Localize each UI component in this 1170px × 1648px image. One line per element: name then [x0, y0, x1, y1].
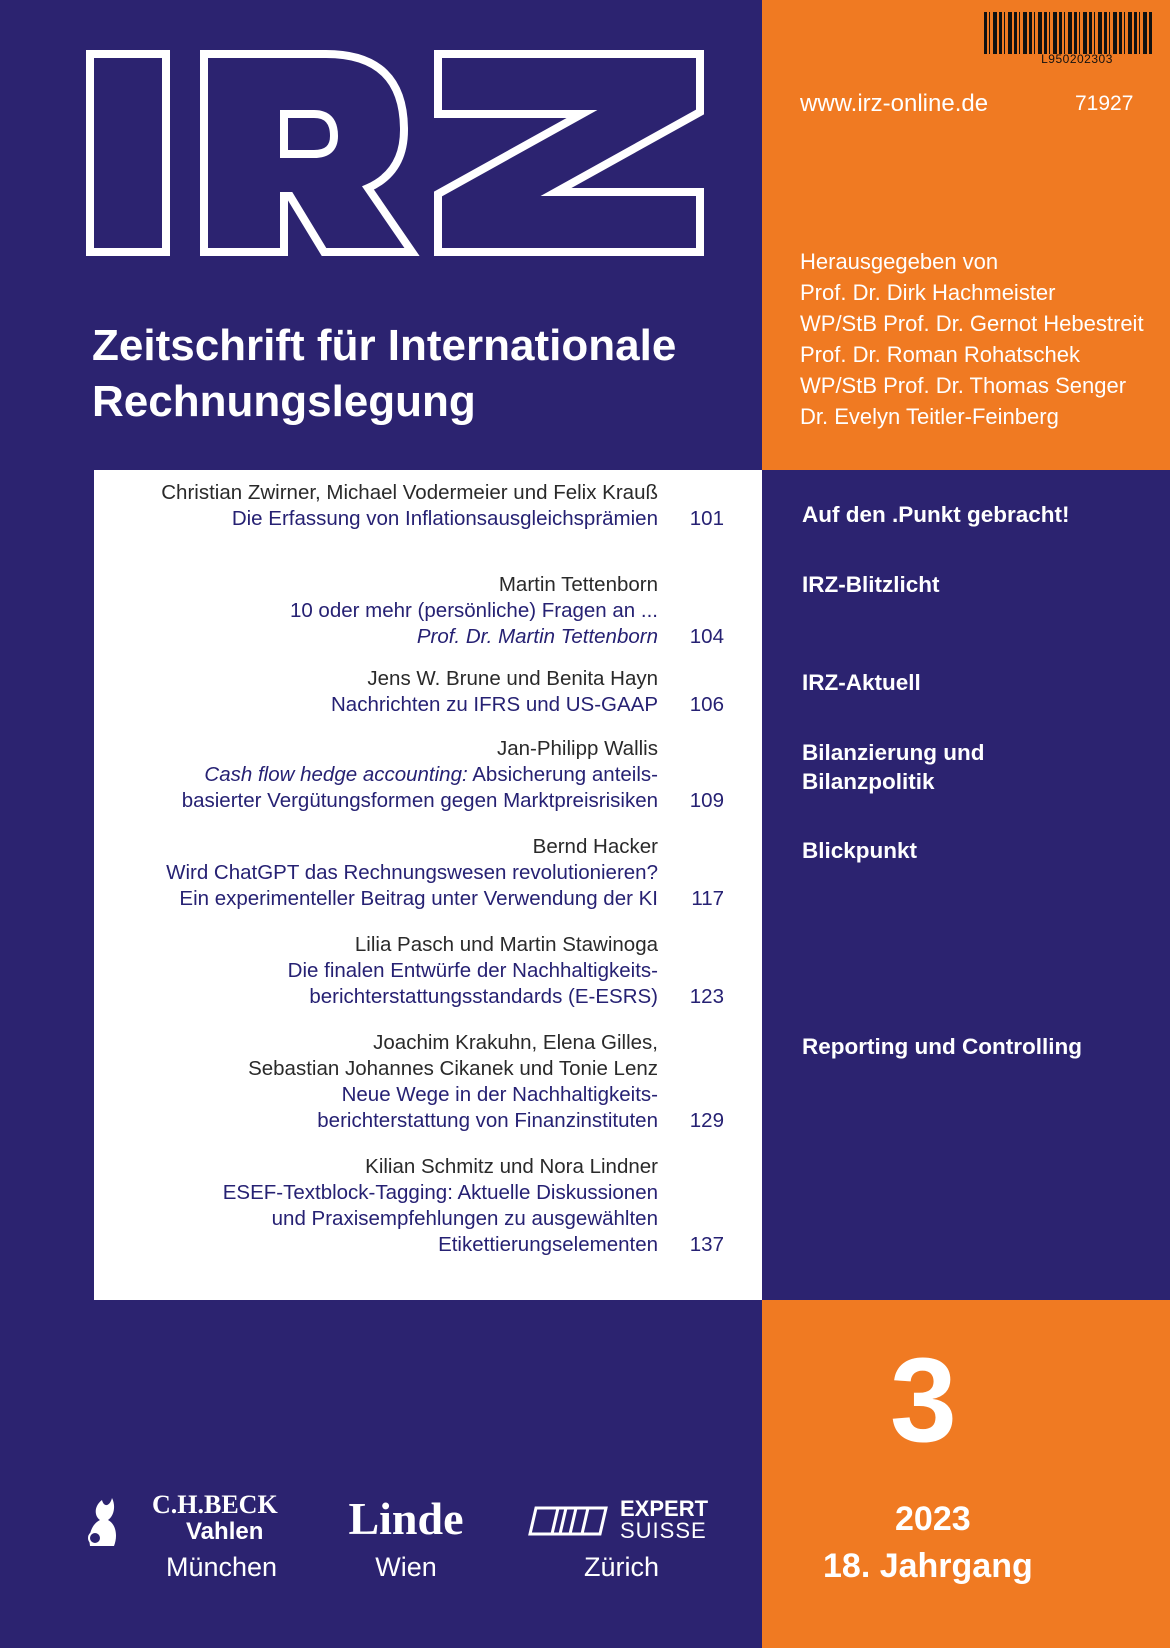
editor-name: Prof. Dr. Dirk Hachmeister	[800, 280, 1056, 305]
toc-entry[interactable]	[122, 932, 762, 1010]
toc-page: 137	[689, 1233, 724, 1256]
toc-title: Die finalen Entwürfe der Nachhaltigkeits-	[287, 959, 658, 982]
toc-author: Martin Tettenborn	[498, 573, 658, 596]
publisher-name: SUISSE	[620, 1518, 707, 1543]
toc-author: Joachim Krakuhn, Elena Gilles,	[373, 1031, 658, 1054]
toc-entry[interactable]	[122, 572, 762, 650]
toc-title: Etikettierungselementen	[438, 1233, 658, 1256]
barcode	[984, 12, 1152, 54]
toc-title	[122, 762, 762, 788]
section-heading: Bilanzierung und	[802, 740, 985, 765]
publisher-city: Zürich	[584, 1552, 660, 1582]
section-heading: IRZ-Blitzlicht	[802, 572, 940, 597]
section-heading: IRZ-Aktuell	[802, 670, 921, 695]
toc-author: Kilian Schmitz und Nora Lindner	[365, 1155, 658, 1178]
subtitle-line-1: Zeitschrift für Internationale	[92, 321, 677, 370]
section-heading: Bilanzpolitik	[802, 769, 935, 794]
editor-name: Dr. Evelyn Teitler-Feinberg	[800, 404, 1059, 429]
toc-entry[interactable]	[122, 834, 762, 912]
toc-title: berichterstattung von Finanzinstituten	[317, 1109, 658, 1132]
toc-title: und Praxisempfehlungen zu ausgewählten	[271, 1207, 658, 1230]
toc-title: Wird ChatGPT das Rechnungswesen revolutionieren?	[166, 861, 658, 884]
toc-page: 117	[691, 887, 724, 910]
volume-label: 18. Jahrgang	[823, 1547, 1033, 1585]
orange-footer-panel	[762, 1300, 1170, 1648]
toc-page: 109	[689, 789, 724, 812]
editors-heading: Herausgegeben von	[800, 249, 999, 274]
toc-page: 106	[689, 693, 724, 716]
toc-title: 10 oder mehr (persönliche) Fragen an ...	[289, 599, 658, 622]
toc-author: Lilia Pasch und Martin Stawinoga	[354, 933, 658, 956]
editor-name: WP/StB Prof. Dr. Thomas Senger	[800, 373, 1127, 398]
publisher-city: Wien	[375, 1552, 437, 1582]
toc-title: berichterstattungsstandards (E-ESRS)	[309, 985, 658, 1008]
irz-logo	[86, 40, 711, 270]
publisher-city: München	[166, 1552, 278, 1582]
toc-author: Bernd Hacker	[532, 835, 658, 858]
toc-page: 101	[689, 507, 724, 530]
toc-author: Sebastian Johannes Cikanek und Tonie Lenz	[248, 1057, 658, 1080]
toc-entry[interactable]	[122, 1154, 762, 1258]
toc-author: Jens W. Brune und Benita Hayn	[367, 667, 658, 690]
toc-title: basierter Vergütungsformen gegen Marktpreisrisiken	[181, 789, 658, 812]
section-heading: Blickpunkt	[802, 838, 918, 863]
section-heading: Auf den .Punkt gebracht!	[802, 502, 1070, 527]
publisher-name: EXPERT	[620, 1496, 709, 1521]
toc-entry[interactable]	[122, 736, 762, 814]
toc-title-italic: Cash flow hedge accounting:	[204, 763, 468, 786]
toc-title: ESEF-Textblock-Tagging: Aktuelle Diskussionen	[222, 1181, 658, 1204]
toc-title-rest: Absicherung anteils-	[467, 763, 658, 786]
website-url: www.irz-online.de	[800, 90, 989, 117]
editor-name: Prof. Dr. Roman Rohatschek	[800, 342, 1081, 367]
toc-page: 104	[689, 625, 724, 648]
toc-entry[interactable]	[122, 666, 762, 718]
editors-block	[800, 246, 1144, 432]
toc-entry[interactable]	[122, 1030, 762, 1134]
issue-year: 2023	[895, 1500, 971, 1538]
toc-page: 129	[689, 1109, 724, 1132]
editor-name: WP/StB Prof. Dr. Gernot Hebestreit	[800, 311, 1144, 336]
toc-page: 123	[689, 985, 724, 1008]
publisher-name: Vahlen	[186, 1518, 264, 1545]
toc-author: Christian Zwirner, Michael Vodermeier und Felix Krauß	[161, 481, 658, 504]
barcode-number: L950202303	[1041, 52, 1113, 66]
griffin-icon	[82, 1494, 122, 1548]
toc-entry[interactable]	[122, 480, 762, 532]
toc-title: Neue Wege in der Nachhaltigkeits-	[341, 1083, 658, 1106]
table-of-contents	[94, 470, 762, 1300]
subtitle-line-2: Rechnungslegung	[92, 377, 476, 426]
issn-code: 71927	[1075, 92, 1134, 115]
issue-number: 3	[890, 1333, 957, 1467]
expertsuisse-logo-icon	[526, 1504, 608, 1538]
toc-title: Nachrichten zu IFRS und US-GAAP	[331, 693, 658, 716]
publisher-linde[interactable]	[336, 1494, 476, 1583]
toc-title: Prof. Dr. Martin Tettenborn	[416, 625, 658, 648]
publisher-name: Linde	[348, 1493, 464, 1544]
toc-title: Ein experimenteller Beitrag unter Verwendung der KI	[179, 887, 658, 910]
journal-subtitle	[92, 318, 676, 430]
publisher-name: C.H.BECK	[152, 1490, 278, 1519]
toc-title: Die Erfassung von Inflationsausgleichsprämien	[231, 507, 658, 530]
section-heading: Reporting und Controlling	[802, 1034, 1082, 1059]
toc-author: Jan-Philipp Wallis	[496, 737, 658, 760]
